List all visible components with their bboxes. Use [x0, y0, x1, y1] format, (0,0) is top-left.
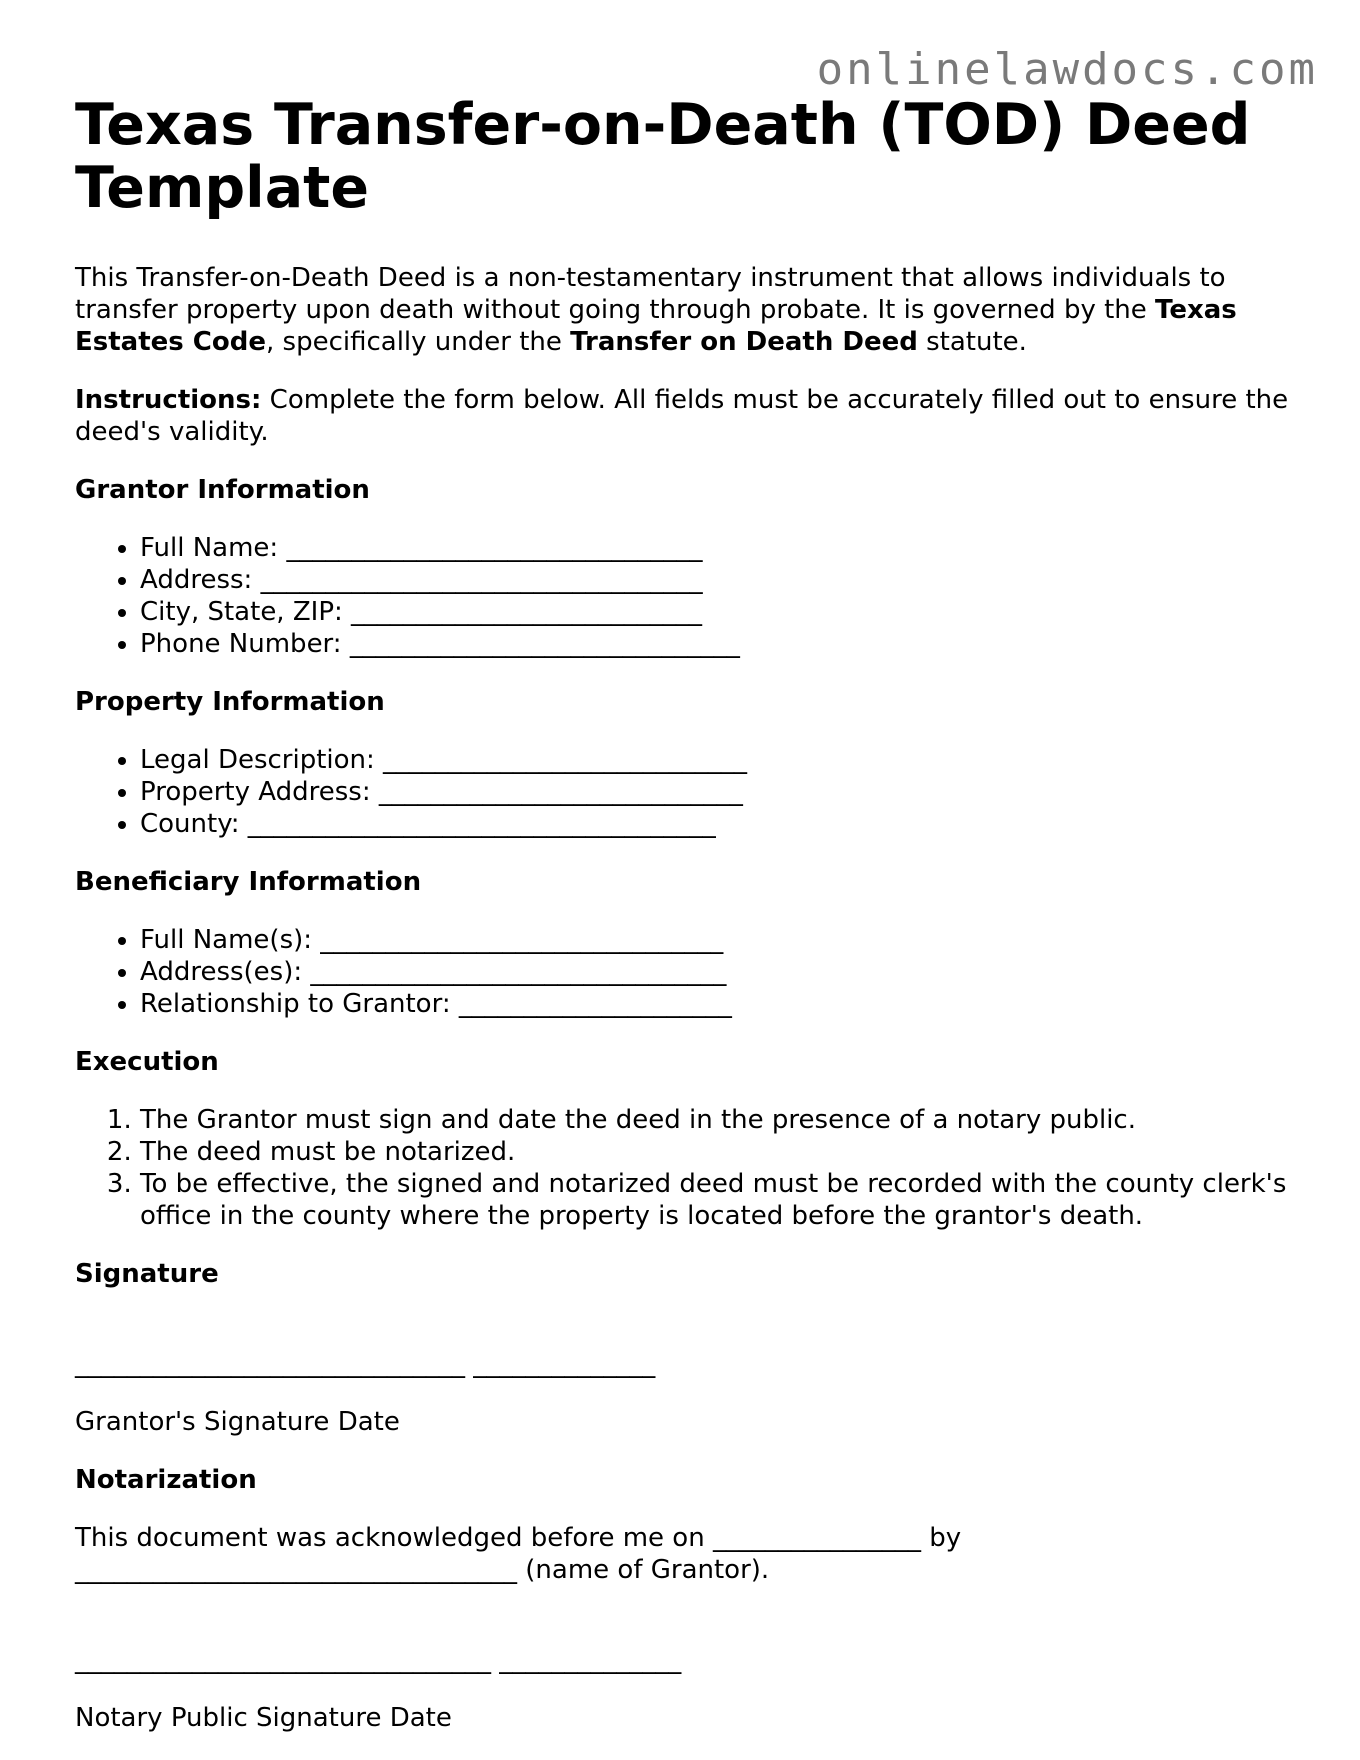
list-item: • Property Address: ____________________________ [140, 776, 1295, 808]
notarization-text: This document was acknowledged before me on ________________ by __________________________________ (name of Grantor). [75, 1523, 962, 1585]
list-item: 2. The deed must be notarized. [140, 1136, 1295, 1168]
notary-signature-lines: ________________________________ ______________ [75, 1645, 682, 1675]
grantor-heading: Grantor Information [75, 475, 370, 505]
list-item: • Full Name(s): _______________________________ [140, 924, 1295, 956]
execution-heading: Execution [75, 1047, 219, 1077]
list-item: 3. To be effective, the signed and notarized deed must be recorded with the county clerk's office in the county where the property is located before the grantor's death. [140, 1168, 1295, 1232]
property-heading: Property Information [75, 687, 385, 717]
document-body [75, 94, 1295, 1760]
list-item: 1. The Grantor must sign and date the deed in the presence of a notary public. [140, 1104, 1295, 1136]
intro-bold-estates-code: Texas Estates Code [75, 295, 1237, 357]
grantor-list [75, 532, 1295, 660]
intro-text-1: This Transfer-on-Death Deed is a non-testamentary instrument that allows individuals to transfer property upon death without going through probate. It is governed by the [75, 263, 1226, 325]
beneficiary-list [75, 924, 1295, 1020]
beneficiary-heading: Beneficiary Information [75, 867, 422, 897]
site-watermark: onlinelawdocs.com [816, 44, 1318, 95]
intro-text-2: , specifically under the [266, 327, 571, 357]
instructions-label: Instructions: [75, 385, 262, 415]
list-item: • Full Name: ________________________________ [140, 532, 1295, 564]
intro-bold-tod-statute: Transfer on Death Deed [570, 327, 918, 357]
signature-heading: Signature [75, 1259, 219, 1289]
signature-lines: ______________________________ ______________ [75, 1349, 656, 1379]
list-item: • Legal Description: ____________________________ [140, 744, 1295, 776]
list-item: • City, State, ZIP: ___________________________ [140, 596, 1295, 628]
notarization-heading: Notarization [75, 1465, 257, 1495]
notary-signature-caption: Notary Public Signature Date [75, 1703, 452, 1733]
list-item: • County: ____________________________________ [140, 808, 1295, 840]
list-item: • Phone Number: ______________________________ [140, 628, 1295, 660]
property-list [75, 744, 1295, 840]
intro-paragraph [75, 262, 1295, 358]
execution-list [75, 1104, 1295, 1232]
intro-text-3: statute. [917, 327, 1027, 357]
document-title: Texas Transfer-on-Death (TOD) Deed Template [75, 92, 1251, 221]
instructions-text: Complete the form below. All fields must be accurately filled out to ensure the deed's validity. [75, 385, 1289, 447]
signature-caption: Grantor's Signature Date [75, 1407, 400, 1437]
instructions-paragraph [75, 384, 1295, 448]
list-item: • Relationship to Grantor: _____________________ [140, 988, 1295, 1020]
list-item: • Address: __________________________________ [140, 564, 1295, 596]
list-item: • Address(es): ________________________________ [140, 956, 1295, 988]
